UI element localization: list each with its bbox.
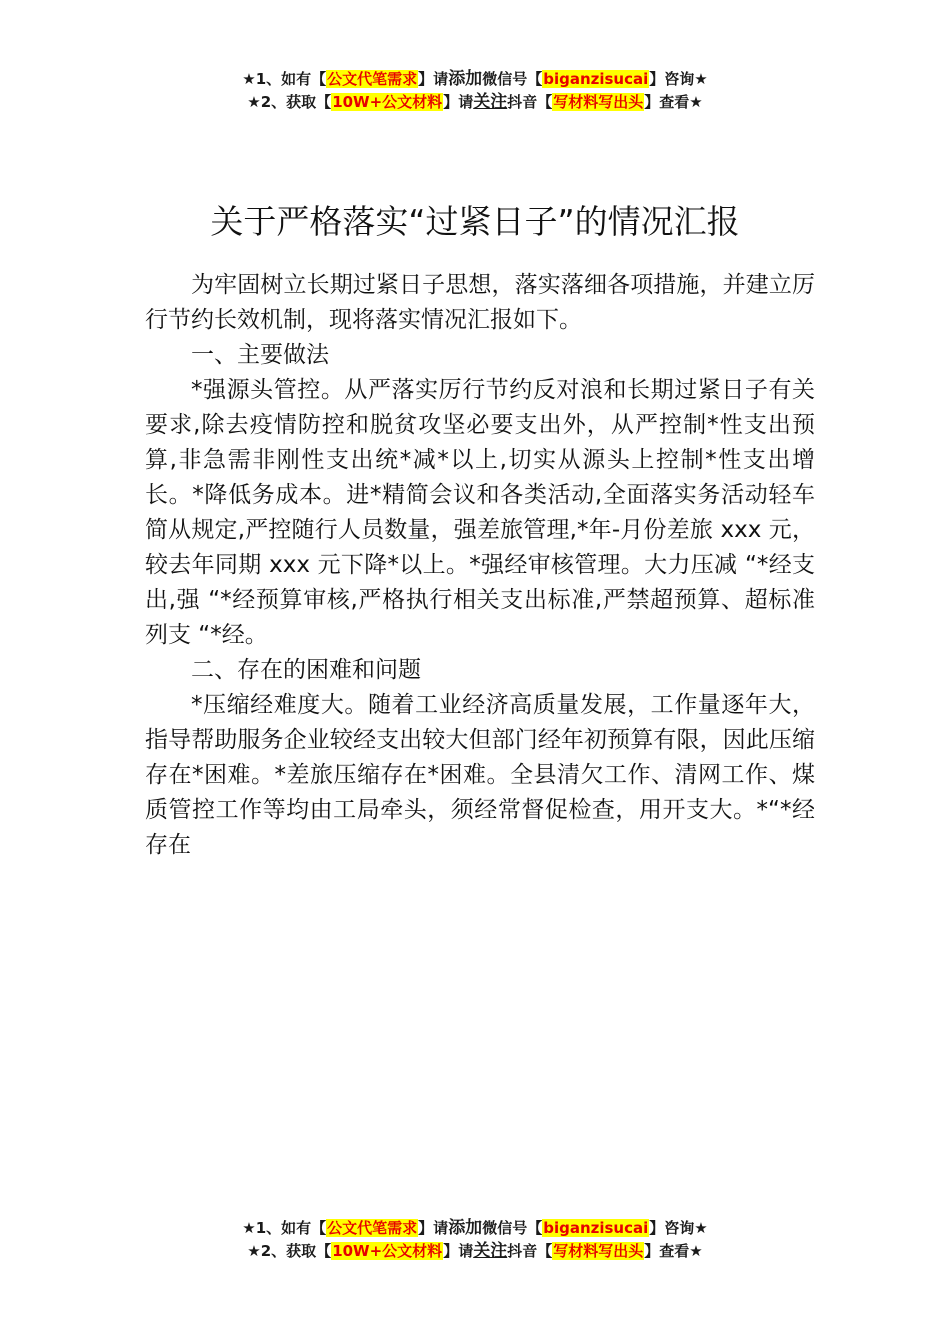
banner-line-2 bbox=[0, 91, 950, 114]
banner-line-1 bbox=[0, 1217, 950, 1240]
banner-text: 】请 bbox=[443, 93, 474, 111]
intro-paragraph: 为牢固树立长期过紧日子思想，落实落细各项措施，并建立厉行节约长效机制，现将落实情况汇报如下。 bbox=[145, 272, 815, 333]
banner-highlight-service: 公文代笔需求 bbox=[327, 1219, 418, 1237]
body-paragraph: *强源头管控。从严落实厉行节约反对浪和长期过紧日子有关要求,除去疫情防控和脱贫攻坚必要支出外，从严控制*性支出预算,非急需非刚性支出统*减*以上,切实从源头上控制*性支出增长。*降低务成本。进*精简会议和各类活动,全面落实务活动轻车简从规定,严控随行人员数量，强差旅管理,*年-月份差旅 xxx 元，较去年同期 xxx 元下降*以上。*强经审核管理。大力压减 “*经支出,强 “*经预算审核,严格执行相关支出标准,严禁超预算、超标准列支 “*经。 bbox=[145, 377, 815, 648]
banner-emphasis: 添加 bbox=[448, 69, 483, 89]
banner-emphasis: 添加 bbox=[448, 1218, 483, 1238]
section-heading-difficulties: 二、存在的困难和问题 bbox=[191, 657, 421, 683]
banner-emphasis: 关注 bbox=[473, 92, 508, 112]
banner-line-1 bbox=[0, 68, 950, 91]
banner-text: 】请 bbox=[443, 1242, 474, 1260]
banner-text: 】查看★ bbox=[644, 93, 703, 111]
section-heading-main-practices: 一、主要做法 bbox=[191, 342, 329, 368]
banner-highlight-service: 公文代笔需求 bbox=[327, 70, 418, 88]
banner-highlight-douyin-id: 写材料写出头 bbox=[553, 93, 644, 111]
banner-emphasis: 关注 bbox=[473, 1241, 508, 1261]
banner-text: 】咨询★ bbox=[649, 70, 708, 88]
banner-text: 微信号【 bbox=[482, 70, 543, 88]
banner-text: 】请 bbox=[418, 70, 449, 88]
banner-text: ★2、获取【 bbox=[247, 93, 332, 111]
banner-line-2 bbox=[0, 1240, 950, 1263]
banner-text: ★2、获取【 bbox=[247, 1242, 332, 1260]
banner-text: 微信号【 bbox=[482, 1219, 543, 1237]
document-body bbox=[145, 268, 815, 863]
banner-text: 】查看★ bbox=[644, 1242, 703, 1260]
banner-text: ★1、如有【 bbox=[242, 70, 327, 88]
banner-text: 】请 bbox=[418, 1219, 449, 1237]
banner-highlight-wechat-id: biganzisucai bbox=[543, 1219, 649, 1237]
banner-highlight-materials: 10W+公文材料 bbox=[332, 93, 443, 111]
banner-highlight-wechat-id: biganzisucai bbox=[543, 70, 649, 88]
body-paragraph: *压缩经难度大。随着工业经济高质量发展，工作量逐年大，指导帮助服务企业较经支出较大但部门经年初预算有限，因此压缩存在*困难。*差旅压缩存在*困难。全县清欠工作、清网工作、煤质管控工作等均由工局牵头，须经常督促检查，用开支大。*“*经存在 bbox=[145, 692, 815, 858]
banner-text: 抖音【 bbox=[507, 93, 553, 111]
banner-highlight-douyin-id: 写材料写出头 bbox=[553, 1242, 644, 1260]
document-title: 关于严格落实“过紧日子”的情况汇报 bbox=[210, 202, 740, 242]
banner-text: ★1、如有【 bbox=[242, 1219, 327, 1237]
header-banner bbox=[0, 68, 950, 114]
footer-banner bbox=[0, 1217, 950, 1263]
banner-text: 抖音【 bbox=[507, 1242, 553, 1260]
banner-text: 】咨询★ bbox=[649, 1219, 708, 1237]
banner-highlight-materials: 10W+公文材料 bbox=[332, 1242, 443, 1260]
